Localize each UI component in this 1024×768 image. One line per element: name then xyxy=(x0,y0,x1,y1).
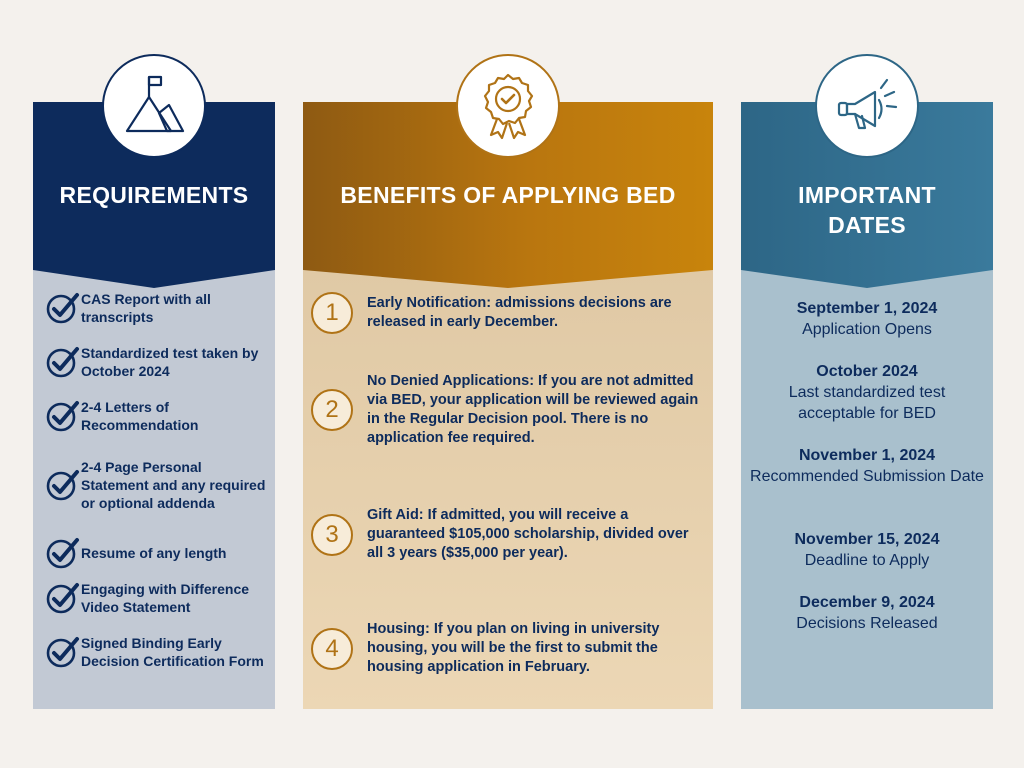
megaphone-icon xyxy=(831,70,903,142)
date-description: Application Opens xyxy=(802,321,932,338)
requirement-text: Engaging with Difference Video Statement xyxy=(81,581,250,615)
award-ribbon-icon xyxy=(473,71,543,141)
benefit-text: Gift Aid: If admitted, you will receive a guaranteed $105,000 scholarship, divided over all 3 years ($35,000 per year). xyxy=(367,507,689,561)
requirements-title: REQUIREMENTS xyxy=(59,182,249,208)
check-circle-icon xyxy=(45,345,81,379)
dates-title-line1: IMPORTANT xyxy=(798,182,936,208)
date-heading: October 2024 xyxy=(816,363,918,380)
date-heading: December 9, 2024 xyxy=(799,594,935,611)
requirement-text: Signed Binding Early Decision Certification Form xyxy=(81,635,264,669)
date-item xyxy=(741,445,993,487)
requirement-text: 2-4 Letters of Recommendation xyxy=(81,399,199,433)
list-item xyxy=(45,536,271,570)
date-item xyxy=(741,298,993,340)
number-badge: 4 xyxy=(311,628,353,670)
mountain-flag-icon xyxy=(119,71,189,141)
number-badge: 2 xyxy=(311,389,353,431)
list-item xyxy=(311,372,705,448)
check-circle-icon xyxy=(45,468,81,502)
date-item xyxy=(741,529,993,571)
list-item xyxy=(45,344,271,380)
list-item xyxy=(45,290,271,326)
list-item xyxy=(311,620,705,677)
requirement-text: CAS Report with all transcripts xyxy=(81,291,211,325)
list-item xyxy=(311,292,705,334)
check-circle-icon xyxy=(45,291,81,325)
date-item xyxy=(741,592,993,634)
dates-title xyxy=(741,180,993,240)
date-description: Recommended Submission Date xyxy=(750,468,984,485)
list-item xyxy=(45,580,271,616)
check-circle-icon xyxy=(45,399,81,433)
dates-icon-circle xyxy=(815,54,919,158)
benefit-text: Early Notification: admissions decisions are released in early December. xyxy=(367,295,672,330)
date-heading: November 1, 2024 xyxy=(798,447,936,464)
date-heading: September 1, 2024 xyxy=(796,300,938,317)
date-description: Decisions Released xyxy=(796,615,938,632)
list-item xyxy=(311,506,705,563)
dates-title-line2: DATES xyxy=(828,212,906,238)
check-circle-icon xyxy=(45,635,81,669)
benefit-text: Housing: If you plan on living in university housing, you will be the first to submit the housing application in February. xyxy=(367,621,660,675)
benefits-title: BENEFITS OF APPLYING BED xyxy=(340,182,676,208)
date-description: Deadline to Apply xyxy=(804,552,930,569)
list-item xyxy=(45,458,271,512)
date-heading: November 15, 2024 xyxy=(794,531,940,548)
requirement-text: Resume of any length xyxy=(81,545,227,561)
requirements-icon-circle xyxy=(102,54,206,158)
check-circle-icon xyxy=(45,536,81,570)
list-item xyxy=(45,634,271,670)
check-circle-icon xyxy=(45,581,81,615)
date-item xyxy=(741,361,993,424)
number-badge: 3 xyxy=(311,514,353,556)
number-badge: 1 xyxy=(311,292,353,334)
benefits-icon-circle xyxy=(456,54,560,158)
requirement-text: Standardized test taken by October 2024 xyxy=(81,345,259,379)
list-item xyxy=(45,398,271,434)
benefit-text: No Denied Applications: If you are not admitted via BED, your application will be reviewed again in the Regular Decision pool. There is no application fee required. xyxy=(367,373,699,446)
requirement-text: 2-4 Page Personal Statement and any required or optional addenda xyxy=(81,459,266,511)
date-description: Last standardized test acceptable for BED xyxy=(788,384,946,422)
